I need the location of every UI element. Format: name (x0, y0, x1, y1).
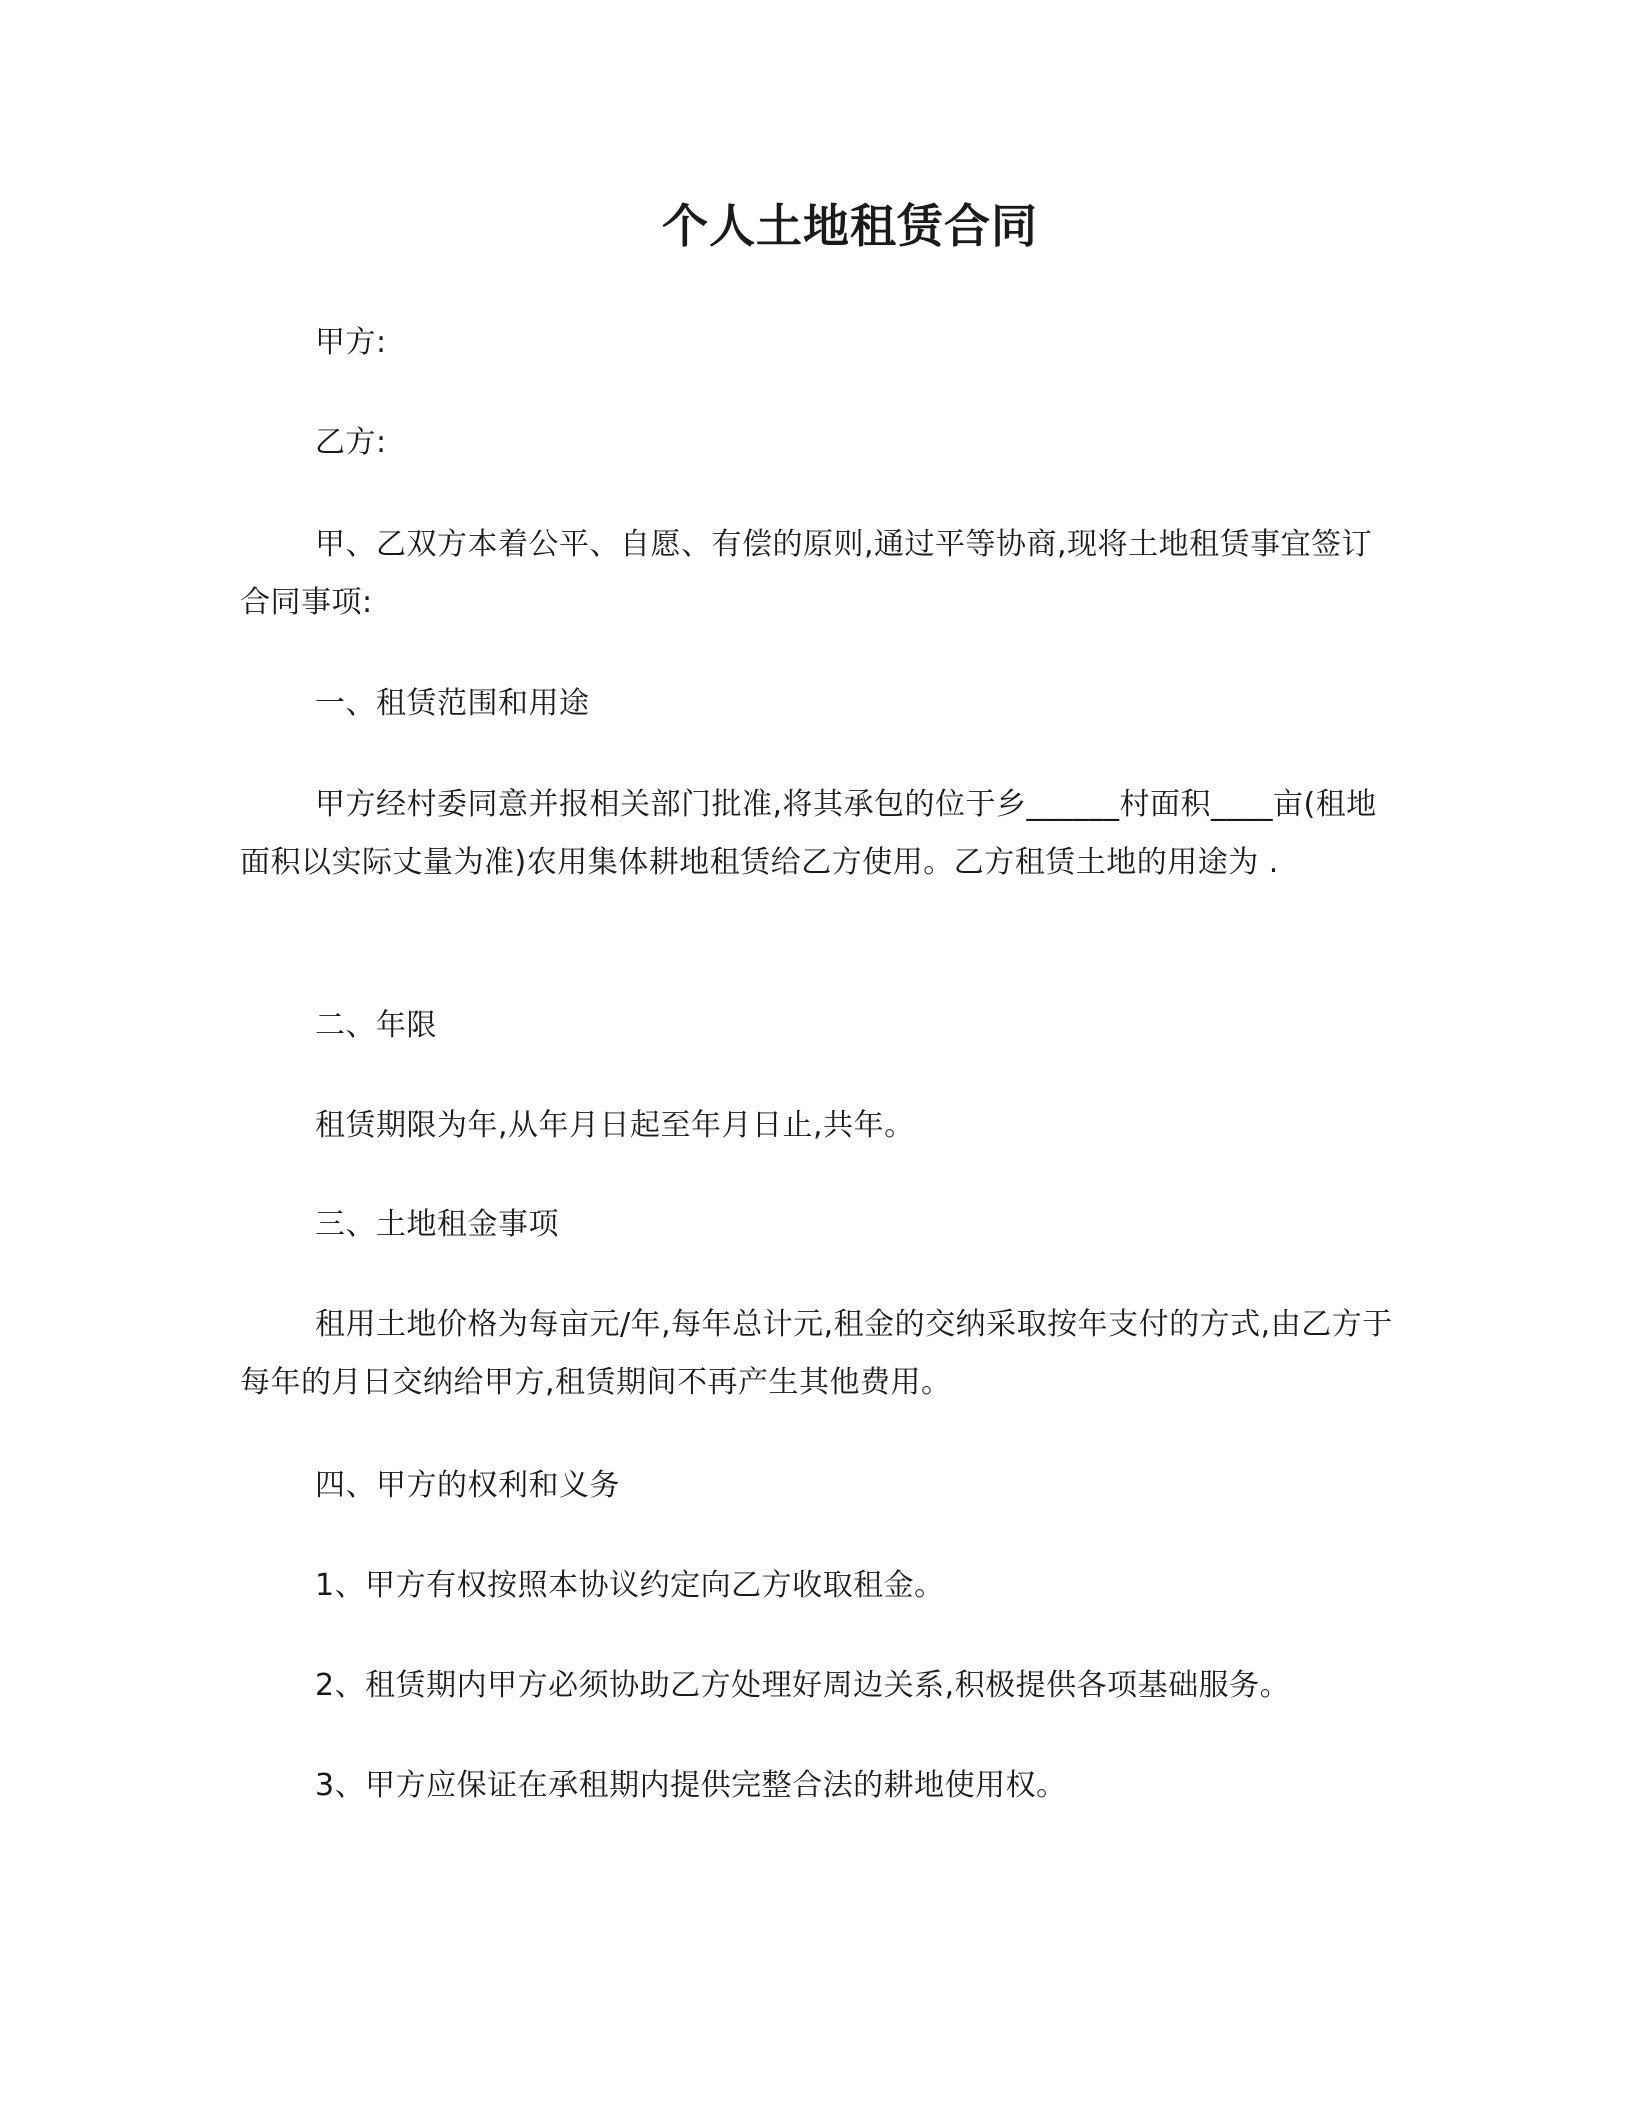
section-4-item-3: 3、甲方应保证在承租期内提供完整合法的耕地使用权。 (315, 1768, 1067, 1803)
party-a-label: 甲方: (315, 325, 387, 360)
section-2-heading: 二、年限 (315, 1008, 437, 1043)
intro-paragraph: 甲、乙双方本着公平、自愿、有偿的原则,通过平等协商,现将土地租赁事宜签订合同事项: (240, 527, 1373, 620)
section-3-body: 租用土地价格为每亩元/年,每年总计元,租金的交纳采取按年支付的方式,由乙方于每年的月日交纳给甲方,租赁期间不再产生其他费用。 (240, 1307, 1393, 1400)
section-4-heading: 四、甲方的权利和义务 (315, 1468, 620, 1503)
section-4-item-1: 1、甲方有权按照本协议约定向乙方收取租金。 (315, 1568, 945, 1603)
party-b-label: 乙方: (315, 425, 387, 460)
section-2-body: 租赁期限为年,从年月日起至年月日止,共年。 (315, 1108, 915, 1143)
section-1-heading: 一、租赁范围和用途 (315, 686, 590, 721)
section-3-heading: 三、土地租金事项 (315, 1207, 559, 1242)
section-1-body: 甲方经村委同意并报相关部门批准,将其承包的位于乡______村面积____亩(租地面积以实际丈量为准)农用集体耕地租赁给乙方使用。乙方租赁土地的用途为 . (240, 787, 1377, 880)
document-title: 个人土地租赁合同 (662, 199, 1038, 253)
section-4-item-2: 2、租赁期内甲方必须协助乙方处理好周边关系,积极提供各项基础服务。 (315, 1668, 1291, 1703)
